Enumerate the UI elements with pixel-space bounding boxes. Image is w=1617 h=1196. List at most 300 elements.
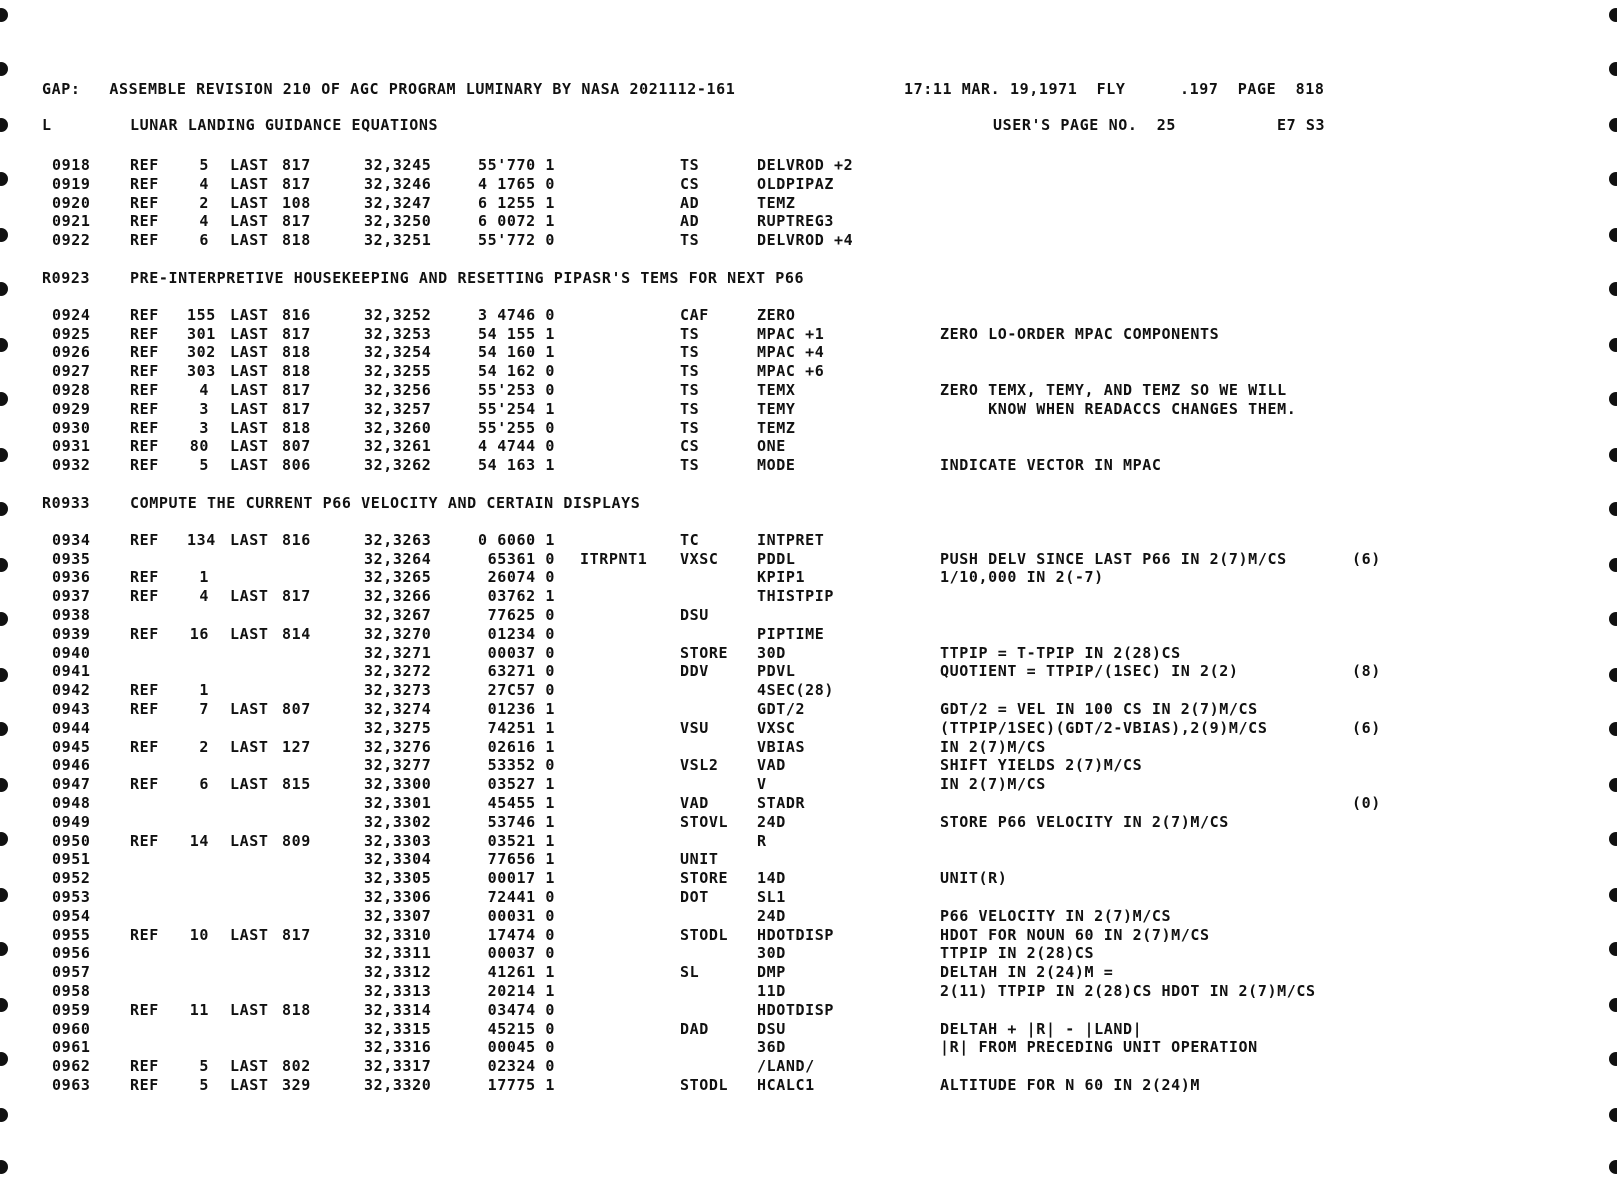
- line-number: 0950: [52, 831, 91, 850]
- operand: HDOTDISP: [757, 1000, 835, 1019]
- ref-count: 1: [199, 681, 209, 700]
- last-page: 806: [282, 456, 311, 475]
- address: 32,3306: [364, 888, 432, 906]
- margin-mark: (6): [1352, 718, 1381, 737]
- ref-count: 5: [199, 456, 209, 475]
- comment: |R| FROM PRECEDING UNIT OPERATION: [940, 1038, 1258, 1057]
- line-number: 0941: [52, 662, 91, 681]
- line-number: 0930: [52, 418, 91, 437]
- feed-hole: [1609, 1108, 1617, 1122]
- ref-count: 80: [189, 437, 209, 456]
- line-number: 0922: [52, 231, 91, 250]
- address: 32,3305: [364, 869, 432, 888]
- operand: TEMX: [757, 381, 796, 399]
- feed-hole: [1609, 392, 1617, 406]
- ref-keyword: REF: [130, 1076, 159, 1094]
- operand: DSU: [757, 1019, 786, 1038]
- last-keyword: LAST: [230, 530, 269, 549]
- operand: RUPTREG3: [757, 212, 835, 231]
- ref-keyword: REF: [130, 381, 159, 399]
- opcode: DDV: [680, 662, 709, 681]
- ref-count: 10: [189, 925, 209, 944]
- octal-word: 55'253 0: [477, 381, 555, 399]
- ref-keyword: REF: [130, 231, 159, 250]
- feed-hole: [1609, 832, 1617, 846]
- operand: TEMZ: [757, 418, 796, 437]
- last-page: 818: [282, 362, 311, 381]
- ref-count: 5: [199, 156, 209, 174]
- section-heading: PRE-INTERPRETIVE HOUSEKEEPING AND RESETTING PIPASR'S TEMS FOR NEXT P66: [130, 268, 805, 287]
- operand: 24D: [757, 906, 786, 925]
- operand: STADR: [757, 794, 806, 812]
- header-user-page: USER'S PAGE NO. 25: [993, 116, 1176, 134]
- opcode: TS: [680, 156, 700, 174]
- line-number: 0932: [52, 456, 91, 475]
- operand: ZERO: [757, 305, 796, 324]
- address: 32,3314: [364, 1000, 432, 1019]
- octal-word: 17775 1: [487, 1076, 555, 1094]
- line-number: 0937: [52, 587, 91, 606]
- operand: PIPTIME: [757, 624, 825, 643]
- address: 32,3270: [364, 624, 432, 643]
- ref-keyword: REF: [130, 1000, 159, 1019]
- opcode: SL: [680, 963, 700, 982]
- octal-word: 55'254 1: [477, 399, 555, 418]
- feed-hole: [0, 1160, 8, 1174]
- octal-word: 6 0072 1: [477, 212, 555, 231]
- line-number: 0918: [52, 156, 91, 174]
- opcode: VAD: [680, 794, 709, 812]
- ref-count: 6: [199, 775, 209, 794]
- comment: SHIFT YIELDS 2(7)M/CS: [940, 756, 1143, 775]
- line-number: 0960: [52, 1019, 91, 1038]
- operand: ONE: [757, 437, 786, 456]
- line-number: 0919: [52, 174, 91, 193]
- operand: VXSC: [757, 718, 796, 737]
- opcode: STODL: [680, 925, 729, 944]
- ref-keyword: REF: [130, 681, 159, 700]
- operand: 4SEC(28): [757, 681, 835, 700]
- last-page: 818: [282, 418, 311, 437]
- comment: 2(11) TTPIP IN 2(28)CS HDOT IN 2(7)M/CS: [940, 982, 1316, 1000]
- operand: 24D: [757, 812, 786, 831]
- operand: TEMZ: [757, 193, 796, 212]
- last-page: 816: [282, 305, 311, 324]
- operand: 30D: [757, 944, 786, 963]
- feed-hole: [0, 612, 8, 626]
- last-page: 817: [282, 212, 311, 231]
- ref-keyword: REF: [130, 456, 159, 475]
- opcode: CAF: [680, 305, 709, 324]
- octal-word: 27C57 0: [487, 681, 555, 700]
- octal-word: 01236 1: [487, 700, 555, 718]
- line-number: 0940: [52, 643, 91, 662]
- feed-hole: [0, 338, 8, 352]
- comment: IN 2(7)M/CS: [940, 737, 1046, 756]
- line-number: 0956: [52, 944, 91, 963]
- address: 32,3252: [364, 305, 432, 324]
- last-page: 817: [282, 925, 311, 944]
- opcode: VSL2: [680, 756, 719, 775]
- last-keyword: LAST: [230, 624, 269, 643]
- address: 32,3272: [364, 662, 432, 681]
- comment: PUSH DELV SINCE LAST P66 IN 2(7)M/CS: [940, 549, 1287, 568]
- ref-keyword: REF: [130, 418, 159, 437]
- operand: MPAC +1: [757, 324, 825, 343]
- ref-keyword: REF: [130, 324, 159, 343]
- address: 32,3271: [364, 643, 432, 662]
- ref-count: 16: [189, 624, 209, 643]
- feed-hole: [0, 832, 8, 846]
- ref-keyword: REF: [130, 530, 159, 549]
- feed-hole: [0, 558, 8, 572]
- address: 32,3302: [364, 812, 432, 831]
- last-keyword: LAST: [230, 324, 269, 343]
- opcode: TS: [680, 399, 700, 418]
- opcode: TC: [680, 530, 700, 549]
- margin-mark: (8): [1352, 662, 1381, 681]
- comment: QUOTIENT = TTPIP/(1SEC) IN 2(2): [940, 662, 1239, 681]
- octal-word: 3 4746 0: [477, 305, 555, 324]
- address: 32,3275: [364, 718, 432, 737]
- ref-keyword: REF: [130, 737, 159, 756]
- last-keyword: LAST: [230, 174, 269, 193]
- octal-word: 20214 1: [487, 982, 555, 1000]
- section-number: R0933: [42, 493, 91, 512]
- octal-word: 00031 0: [487, 906, 555, 925]
- opcode: AD: [680, 193, 700, 212]
- address: 32,3262: [364, 456, 432, 475]
- last-page: 817: [282, 399, 311, 418]
- ref-keyword: REF: [130, 1057, 159, 1076]
- octal-word: 4 1765 0: [477, 174, 555, 193]
- octal-word: 54 162 0: [477, 362, 555, 381]
- address: 32,3274: [364, 700, 432, 718]
- last-keyword: LAST: [230, 193, 269, 212]
- address: 32,3311: [364, 944, 432, 963]
- last-page: 818: [282, 343, 311, 362]
- operand: KPIP1: [757, 568, 806, 587]
- line-number: 0945: [52, 737, 91, 756]
- opcode: TS: [680, 381, 700, 399]
- header-page-code: .197 PAGE 818: [1180, 80, 1325, 98]
- feed-hole: [0, 118, 8, 132]
- line-number: 0921: [52, 212, 91, 231]
- line-number: 0942: [52, 681, 91, 700]
- comment: INDICATE VECTOR IN MPAC: [940, 456, 1162, 475]
- feed-hole: [1609, 942, 1617, 956]
- ref-keyword: REF: [130, 174, 159, 193]
- last-page: 802: [282, 1057, 311, 1076]
- line-number: 0962: [52, 1057, 91, 1076]
- last-keyword: LAST: [230, 212, 269, 231]
- last-keyword: LAST: [230, 399, 269, 418]
- opcode: TS: [680, 324, 700, 343]
- operand: 14D: [757, 869, 786, 888]
- line-number: 0948: [52, 794, 91, 812]
- operand: INTPRET: [757, 530, 825, 549]
- address: 32,3304: [364, 850, 432, 869]
- operand: MODE: [757, 456, 796, 475]
- ref-count: 134: [187, 530, 216, 549]
- opcode: STOVL: [680, 812, 729, 831]
- address: 32,3251: [364, 231, 432, 250]
- last-page: 127: [282, 737, 311, 756]
- ref-count: 5: [199, 1057, 209, 1076]
- operand: VBIAS: [757, 737, 806, 756]
- opcode: DSU: [680, 606, 709, 624]
- operand: GDT/2: [757, 700, 806, 718]
- ref-count: 4: [199, 212, 209, 231]
- ref-keyword: REF: [130, 437, 159, 456]
- address: 32,3316: [364, 1038, 432, 1057]
- ref-count: 14: [189, 831, 209, 850]
- feed-hole: [1609, 998, 1617, 1012]
- octal-word: 55'770 1: [477, 156, 555, 174]
- ref-count: 3: [199, 399, 209, 418]
- line-number: 0963: [52, 1076, 91, 1094]
- last-keyword: LAST: [230, 925, 269, 944]
- opcode: CS: [680, 437, 700, 456]
- octal-word: 00045 0: [487, 1038, 555, 1057]
- octal-word: 53352 0: [487, 756, 555, 775]
- octal-word: 03474 0: [487, 1000, 555, 1019]
- feed-hole: [0, 448, 8, 462]
- header-section-title: LUNAR LANDING GUIDANCE EQUATIONS: [130, 116, 439, 134]
- ref-count: 2: [199, 737, 209, 756]
- feed-hole: [1609, 1160, 1617, 1174]
- octal-word: 26074 0: [487, 568, 555, 587]
- ref-count: 1: [199, 568, 209, 587]
- octal-word: 74251 1: [487, 718, 555, 737]
- octal-word: 0 6060 1: [477, 530, 555, 549]
- line-number: 0958: [52, 982, 91, 1000]
- comment: DELTAH IN 2(24)M =: [940, 963, 1114, 982]
- address: 32,3264: [364, 549, 432, 568]
- feed-hole: [0, 1052, 8, 1066]
- ref-count: 303: [187, 362, 216, 381]
- ref-keyword: REF: [130, 343, 159, 362]
- feed-hole: [1609, 228, 1617, 242]
- ref-count: 302: [187, 343, 216, 362]
- octal-word: 02616 1: [487, 737, 555, 756]
- operand: 30D: [757, 643, 786, 662]
- ref-count: 4: [199, 587, 209, 606]
- opcode: TS: [680, 418, 700, 437]
- feed-hole: [1609, 62, 1617, 76]
- line-number: 0931: [52, 437, 91, 456]
- operand: 11D: [757, 982, 786, 1000]
- feed-hole: [1609, 888, 1617, 902]
- octal-word: 03762 1: [487, 587, 555, 606]
- opcode: DAD: [680, 1019, 709, 1038]
- line-number: 0955: [52, 925, 91, 944]
- comment: P66 VELOCITY IN 2(7)M/CS: [940, 906, 1172, 925]
- line-number: 0926: [52, 343, 91, 362]
- header-gap-line: GAP: ASSEMBLE REVISION 210 OF AGC PROGRAM LUMINARY BY NASA 2021112-161: [42, 80, 736, 98]
- ref-count: 4: [199, 174, 209, 193]
- opcode: VSU: [680, 718, 709, 737]
- octal-word: 02324 0: [487, 1057, 555, 1076]
- feed-hole: [1609, 118, 1617, 132]
- address: 32,3320: [364, 1076, 432, 1094]
- feed-hole: [0, 778, 8, 792]
- line-number: 0951: [52, 850, 91, 869]
- octal-word: 01234 0: [487, 624, 555, 643]
- octal-word: 00037 0: [487, 944, 555, 963]
- octal-word: 77656 1: [487, 850, 555, 869]
- operand: THISTPIP: [757, 587, 835, 606]
- address: 32,3266: [364, 587, 432, 606]
- feed-hole: [0, 888, 8, 902]
- comment: TTPIP = T-TPIP IN 2(28)CS: [940, 643, 1181, 662]
- address: 32,3256: [364, 381, 432, 399]
- line-number: 0959: [52, 1000, 91, 1019]
- last-keyword: LAST: [230, 437, 269, 456]
- opcode: AD: [680, 212, 700, 231]
- feed-hole: [1609, 558, 1617, 572]
- address: 32,3263: [364, 530, 432, 549]
- operand: VAD: [757, 756, 786, 775]
- ref-count: 5: [199, 1076, 209, 1094]
- feed-hole: [0, 998, 8, 1012]
- opcode: STODL: [680, 1076, 729, 1094]
- address: 32,3317: [364, 1057, 432, 1076]
- operand: HCALC1: [757, 1076, 815, 1094]
- feed-hole: [1609, 502, 1617, 516]
- address: 32,3312: [364, 963, 432, 982]
- section-heading: COMPUTE THE CURRENT P66 VELOCITY AND CERTAIN DISPLAYS: [130, 493, 641, 512]
- header-code-ref: E7 S3: [1277, 116, 1326, 134]
- ref-keyword: REF: [130, 831, 159, 850]
- octal-word: 54 160 1: [477, 343, 555, 362]
- last-keyword: LAST: [230, 381, 269, 399]
- comment: IN 2(7)M/CS: [940, 775, 1046, 794]
- margin-mark: (0): [1352, 794, 1381, 812]
- last-keyword: LAST: [230, 305, 269, 324]
- operand: DMP: [757, 963, 786, 982]
- margin-mark: (6): [1352, 549, 1381, 568]
- operand: PDDL: [757, 549, 796, 568]
- operand: V: [757, 775, 767, 794]
- feed-hole: [1609, 448, 1617, 462]
- comment: STORE P66 VELOCITY IN 2(7)M/CS: [940, 812, 1229, 831]
- octal-word: 45215 0: [487, 1019, 555, 1038]
- last-keyword: LAST: [230, 700, 269, 718]
- octal-word: 77625 0: [487, 606, 555, 624]
- line-number: 0939: [52, 624, 91, 643]
- symbol-label: ITRPNT1: [580, 549, 648, 568]
- feed-hole: [1609, 668, 1617, 682]
- last-page: 816: [282, 530, 311, 549]
- octal-word: 55'255 0: [477, 418, 555, 437]
- opcode: UNIT: [680, 850, 719, 869]
- last-keyword: LAST: [230, 343, 269, 362]
- opcode: STORE: [680, 643, 729, 662]
- ref-count: 7: [199, 700, 209, 718]
- address: 32,3276: [364, 737, 432, 756]
- octal-word: 03521 1: [487, 831, 555, 850]
- octal-word: 45455 1: [487, 794, 555, 812]
- address: 32,3261: [364, 437, 432, 456]
- comment: TTPIP IN 2(28)CS: [940, 944, 1095, 963]
- operand: DELVROD +4: [757, 231, 854, 250]
- comment: (TTPIP/1SEC)(GDT/2-VBIAS),2(9)M/CS: [940, 718, 1268, 737]
- operand: OLDPIPAZ: [757, 174, 835, 193]
- ref-keyword: REF: [130, 362, 159, 381]
- ref-count: 6: [199, 231, 209, 250]
- opcode: TS: [680, 231, 700, 250]
- last-page: 817: [282, 381, 311, 399]
- address: 32,3254: [364, 343, 432, 362]
- section-number: R0923: [42, 268, 91, 287]
- last-page: 817: [282, 324, 311, 343]
- ref-count: 3: [199, 418, 209, 437]
- last-page: 329: [282, 1076, 311, 1094]
- address: 32,3247: [364, 193, 432, 212]
- last-page: 809: [282, 831, 311, 850]
- feed-hole: [0, 392, 8, 406]
- last-keyword: LAST: [230, 1000, 269, 1019]
- line-number: 0961: [52, 1038, 91, 1057]
- octal-word: 6 1255 1: [477, 193, 555, 212]
- address: 32,3255: [364, 362, 432, 381]
- line-number: 0924: [52, 305, 91, 324]
- line-number: 0929: [52, 399, 91, 418]
- address: 32,3245: [364, 156, 432, 174]
- operand: /LAND/: [757, 1057, 815, 1076]
- operand: MPAC +4: [757, 343, 825, 362]
- feed-hole: [0, 668, 8, 682]
- line-number: 0927: [52, 362, 91, 381]
- feed-hole: [0, 502, 8, 516]
- operand: 36D: [757, 1038, 786, 1057]
- feed-hole: [1609, 612, 1617, 626]
- line-number: 0934: [52, 530, 91, 549]
- last-page: 817: [282, 587, 311, 606]
- address: 32,3260: [364, 418, 432, 437]
- operand: SL1: [757, 888, 786, 906]
- line-number: 0954: [52, 906, 91, 925]
- feed-hole: [0, 8, 8, 22]
- comment: 1/10,000 IN 2(-7): [940, 568, 1104, 587]
- line-number: 0938: [52, 606, 91, 624]
- last-keyword: LAST: [230, 775, 269, 794]
- operand: TEMY: [757, 399, 796, 418]
- ref-keyword: REF: [130, 587, 159, 606]
- address: 32,3301: [364, 794, 432, 812]
- octal-word: 53746 1: [487, 812, 555, 831]
- line-number: 0952: [52, 869, 91, 888]
- last-keyword: LAST: [230, 1057, 269, 1076]
- octal-word: 72441 0: [487, 888, 555, 906]
- line-number: 0928: [52, 381, 91, 399]
- octal-word: 4 4744 0: [477, 437, 555, 456]
- feed-hole: [1609, 282, 1617, 296]
- address: 32,3277: [364, 756, 432, 775]
- last-page: 807: [282, 437, 311, 456]
- operand: MPAC +6: [757, 362, 825, 381]
- address: 32,3267: [364, 606, 432, 624]
- last-page: 818: [282, 1000, 311, 1019]
- last-page: 815: [282, 775, 311, 794]
- last-keyword: LAST: [230, 362, 269, 381]
- address: 32,3273: [364, 681, 432, 700]
- comment: ZERO LO-ORDER MPAC COMPONENTS: [940, 324, 1220, 343]
- line-number: 0943: [52, 700, 91, 718]
- line-number: 0947: [52, 775, 91, 794]
- last-page: 818: [282, 231, 311, 250]
